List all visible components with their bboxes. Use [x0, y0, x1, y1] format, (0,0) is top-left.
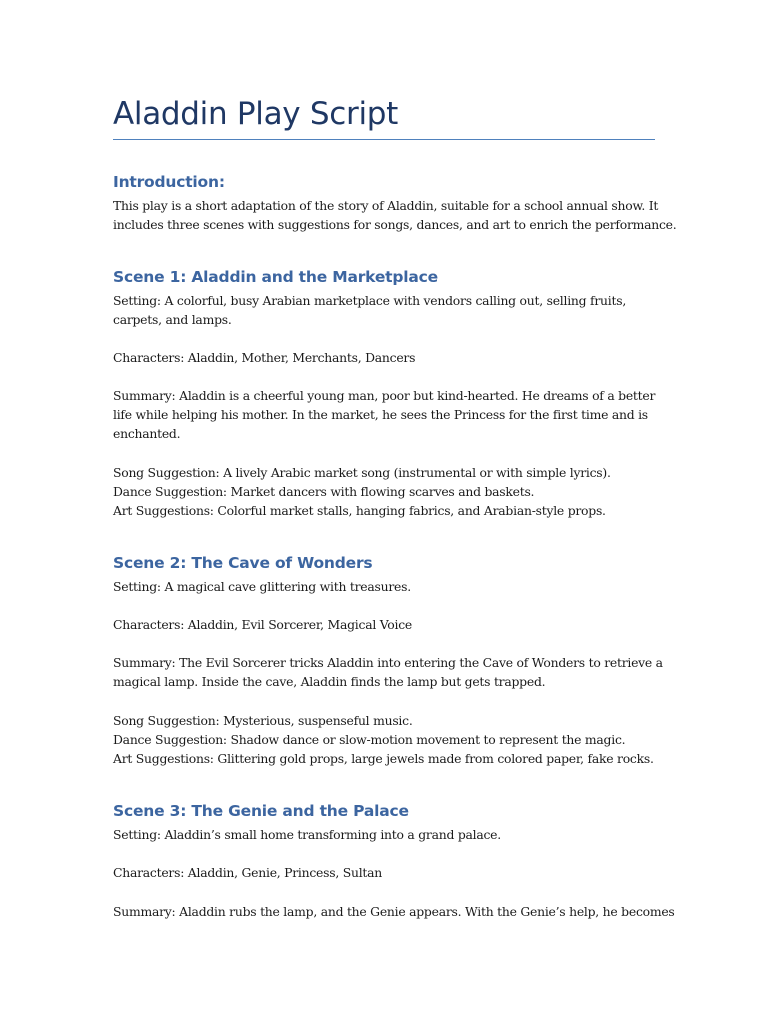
text-line: includes three scenes with suggestions for songs, dances, and art to enrich the performance. [113, 217, 677, 232]
scene-3-setting [113, 825, 661, 844]
scene-2-summary [113, 653, 661, 691]
scene-3-characters [113, 863, 661, 882]
text-line: Setting: Aladdin’s small home transforming into a grand palace. [113, 827, 501, 842]
text-line: carpets, and lamps. [113, 312, 232, 327]
text-line: Art Suggestions: Colorful market stalls, hanging fabrics, and Arabian-style props. [113, 503, 606, 518]
scene-1-setting [113, 291, 661, 329]
scene-2-setting [113, 577, 661, 596]
scene-1-summary [113, 386, 661, 443]
text-line: Characters: Aladdin, Genie, Princess, Sultan [113, 865, 383, 880]
text-line: Art Suggestions: Glittering gold props, large jewels made from colored paper, fake rocks. [113, 751, 654, 766]
text-line: enchanted. [113, 426, 181, 441]
scene-3-summary [113, 902, 675, 921]
text-line: magical lamp. Inside the cave, Aladdin finds the lamp but gets trapped. [113, 674, 546, 689]
text-line: Summary: Aladdin rubs the lamp, and the Genie appears. With the Genie’s help, he becomes [113, 904, 675, 919]
document-title: Aladdin Play Script [113, 96, 399, 132]
scene-2-heading: Scene 2: The Cave of Wonders [113, 554, 373, 572]
scene-1-heading: Scene 1: Aladdin and the Marketplace [113, 268, 438, 286]
text-line: Characters: Aladdin, Mother, Merchants, Dancers [113, 350, 416, 365]
text-line: life while helping his mother. In the market, he sees the Princess for the first time and is [113, 407, 648, 422]
intro-heading: Introduction: [113, 173, 225, 191]
title-underline [113, 139, 655, 140]
scene-2-characters [113, 615, 661, 634]
scene-1-suggestions [113, 463, 661, 520]
text-line: Dance Suggestion: Market dancers with flowing scarves and baskets. [113, 484, 535, 499]
text-line: This play is a short adaptation of the story of Aladdin, suitable for a school annual show. It [113, 198, 659, 213]
scene-1-characters [113, 348, 661, 367]
intro-paragraph [113, 196, 677, 234]
text-line: Setting: A colorful, busy Arabian marketplace with vendors calling out, selling fruits, [113, 293, 627, 308]
text-line: Song Suggestion: A lively Arabic market song (instrumental or with simple lyrics). [113, 465, 611, 480]
text-line: Summary: Aladdin is a cheerful young man, poor but kind-hearted. He dreams of a better [113, 388, 656, 403]
text-line: Dance Suggestion: Shadow dance or slow-motion movement to represent the magic. [113, 732, 626, 747]
text-line: Summary: The Evil Sorcerer tricks Aladdin into entering the Cave of Wonders to retrieve a [113, 655, 663, 670]
scene-2-suggestions [113, 711, 661, 768]
text-line: Setting: A magical cave glittering with treasures. [113, 579, 411, 594]
text-line: Song Suggestion: Mysterious, suspenseful music. [113, 713, 413, 728]
text-line: Characters: Aladdin, Evil Sorcerer, Magical Voice [113, 617, 412, 632]
scene-3-heading: Scene 3: The Genie and the Palace [113, 802, 409, 820]
